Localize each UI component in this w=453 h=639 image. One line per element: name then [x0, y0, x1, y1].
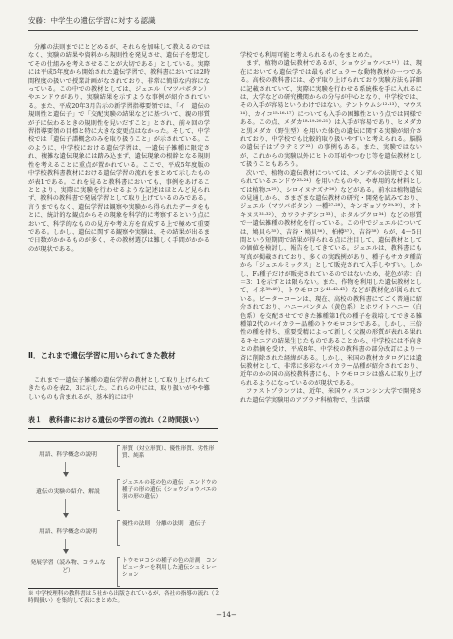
paragraph: まず、植物の遺伝教材であるが、ショウジョウバエ¹¹）は、現在においても遺伝学では最もポピュラーな動物教材の一つである。高校の教科書には、必ず取り上げられており実験方法も詳細に記載されていて、実際に実験を行わせる系統株を手に入れるには、大学などの研究機関からの分与が中心となり、中学校では、その入手が容易というわけではない。テントウムシ¹²·¹³）、マウス¹⁴）、カイコ¹⁵·¹⁶·¹⁷）についても入手の困難性という点では同様である。この点、メダカ¹⁸·¹⁹·²⁰·²¹）は入手が容易であり、ヒメダカと黒メダカ（野生型）を用いた体色の遺伝に関する実験が紹介されており、中学校でも比較的取り扱いやすいと考えられる。脳腸の遺伝子はプラテミア²²）の事例もある。また、実験ではないが、これからの実験以外にヒトの耳垢やつむじ等を遺伝教材として扱うこともあろう。 [240, 60, 422, 169]
header-rule [28, 30, 418, 31]
flow-arrow-icon [63, 513, 69, 518]
flow-step-label: 用語、科学概念の説明 [39, 452, 97, 458]
table-bottom-rule [28, 588, 218, 589]
flow-bracket [117, 479, 120, 511]
flow-step-desc: ジュエルの花の色の遺伝 エンドウの種子の形の遺伝（ショウジョウバエの羽の形の遺伝） [122, 480, 217, 501]
left-column-bottom [28, 377, 210, 402]
right-column [240, 52, 422, 405]
flow-step-desc: 形質（対立形質）、優性形質、劣性形質、純系 [122, 446, 215, 460]
table-header-rule [28, 441, 218, 442]
flow-connector [65, 462, 66, 472]
flow-connector [65, 499, 66, 513]
running-header: 安藤：中学生の遺伝学習に対する認識 [28, 16, 156, 25]
paragraph: 次いで、植物の遺伝教材については、メンデルの法則でよく知られているエンドウ²³·²⁴）を用いたものや、や専用的な材料としては植物ユ²⁵）、シロイヌナズナ²⁶）などがある。前水は植物遺伝の見通しから、さまざまな遺伝教材の研究・開発を試みており、ジュエル（マツバボタン）一種²⁷·²⁸）、キンギョソウ²⁹·³⁰）、オトキヌス³¹·³²）、カワラナデシコ³³）、ホタルブクロ³⁴）などの形質で一遺伝雑種の教材化を行っている。この中でジュエルについては、鳩貝ら³⁵）、吉谷・鳩貝³⁶）、柏樽³⁷）、吉谷³⁸）らが、4〜5日間という短期間で結果が得られる点に注目して、遺伝教材としての価値を検討し、報告をしてきている。ジュエルは、教科書にも写真が掲載されており、多くの実践例があり、種子もサカタ種苗から「ジュエルミックス」として販売されて入手しやすい。しかし、F₁種子だけが販売されているのではないため、花色が赤：白＝3：1を示すとは限らない。また、作物を利用した遺伝教材として、イネ³⁹·⁴⁰）、トウモロコシ⁴¹·⁴²·⁴³）などが教材化が図られている。ビーターコーンは、現在、高校の教科書にてごく普通に紹介されており、ハニーバンタム（黄色系）とホワイトハニー（白色系）を交配させてできた雑種第1代の種子を栽培してできる雑種第2代のバイカラー品種のトウモロコシである。しかし、三倍性の種を持ち、重要受精によって新しく父親の形質が表れる果れるキセニアの結果生じたものであることから、中学校には不向きとの指摘を受け、平成8年、中学校の教科書の部分改訂により一斉に削除された経緯がある。しかし、米国の教材カタログには遺伝教材として、非常に多彩なバイカラー品種が紹介されており、近年のかの国の高校教科書にも、トウモロコシは盛んに取り上げられるようになっているのが現状である。 [240, 169, 422, 387]
flow-step-label: 用語、科学概念の説明 [39, 529, 97, 535]
paragraph: ファストプランツは、近年、米国ウィスコンシン大学で開発された遺伝学実験用のアブラナ科植物で、生活環 [240, 388, 422, 404]
flow-connector [65, 539, 66, 549]
flow-arrow-icon [63, 472, 69, 477]
flow-bracket [117, 445, 120, 467]
flow-step-desc: トウモロコシの種子の色の計測 コンピューターを利用した遺伝シュミレーション [122, 558, 218, 579]
flow-bracket [117, 520, 120, 546]
left-column-top [28, 44, 210, 254]
flow-step-label: 発展学習（読み物、コラムなど） [30, 560, 106, 574]
flow-bracket [117, 557, 120, 587]
table-title: 表１ 教科書における遺伝の学習の流れ（２時間扱い） [28, 416, 203, 424]
paragraph: 学校でも利用可能と考えられるものをまとめた。 [240, 52, 377, 59]
section-heading: Ⅱ．これまで遺伝学習に用いられてきた教材 [28, 351, 176, 360]
flow-arrow-icon [63, 549, 69, 554]
table-note: ※ 中学校理科の教科書は５社から出版されているが、各社の指導の流れ（２時間扱い）を集約して表にまとめた。 [28, 591, 220, 605]
table-top-rule [28, 428, 218, 429]
flow-step-desc: 優性の法則 分離の法則 遺伝子 [122, 521, 206, 527]
page-number: −14− [216, 611, 237, 619]
paragraph: これまで一遺伝子雑種の遺伝学習の教材として取り上げられてきたものを表2、3に示した。これらの中には、取り扱いがやや難しいものも含まれるが、基本的には中 [28, 377, 210, 401]
flow-step-label: 遺伝の実験の紹介、解説 [36, 489, 100, 495]
paragraph: 分離の法則までにとどめるが、それらを加味して教えるのではなく、実験の結果や資料から規則性を発見させ、遺伝子を想定してその仕組みを考えさせることが大切である」としている。実際には平成5年度から開始された遺伝学習で、教科書においては2時間程度の扱いで授業計画がなされており、非常に簡単な内容になっている。この中での教材としては、ジュエル（マツバボタン）やエンドウがあり、実験結果を示すような事例が紹介されている。また、平成20年3月告示の新学習指導要領では、「イ 遺伝の規則性と遺伝子」で「交配実験の結果などに基づいて、親の形質が子に伝わるときの規則性を見いだすこと」とされ、前々回の学習指導要領の目標と特に大きな変更点はなかった。そして、中学校では「遺伝子譜概念のみを取り扱うこと」が示されている。このように、中学校における遺伝学習は、一遺伝子雑種に限定され、複雑な遺伝現象には踏み込まず、遺伝現象の根幹となる規則性を考えることに重点が置かれている。ここで、平成5年度版の中学校教科書教材における遺伝学習の流れをまとめて示したものが表1である。これを見ると教科書においても、事例をあげることとより、実際に実験を行わせるような記述はほとんど見られず、教科の教科書で発展学習として取り上げているのみである。言うまでもなく、遺伝学習は観察や実験から得られたデータをもとに、統計的な観点からその現象を科学的に考察するという点において、科学的なものの見方や考え方を育成する上で極めて重要である。しかし、遺伝に関する観察や実験は、その結果が出るまで日数がかかるものが多く、その教材選びは難しく手間がかかるのが現状である。 [28, 44, 210, 253]
